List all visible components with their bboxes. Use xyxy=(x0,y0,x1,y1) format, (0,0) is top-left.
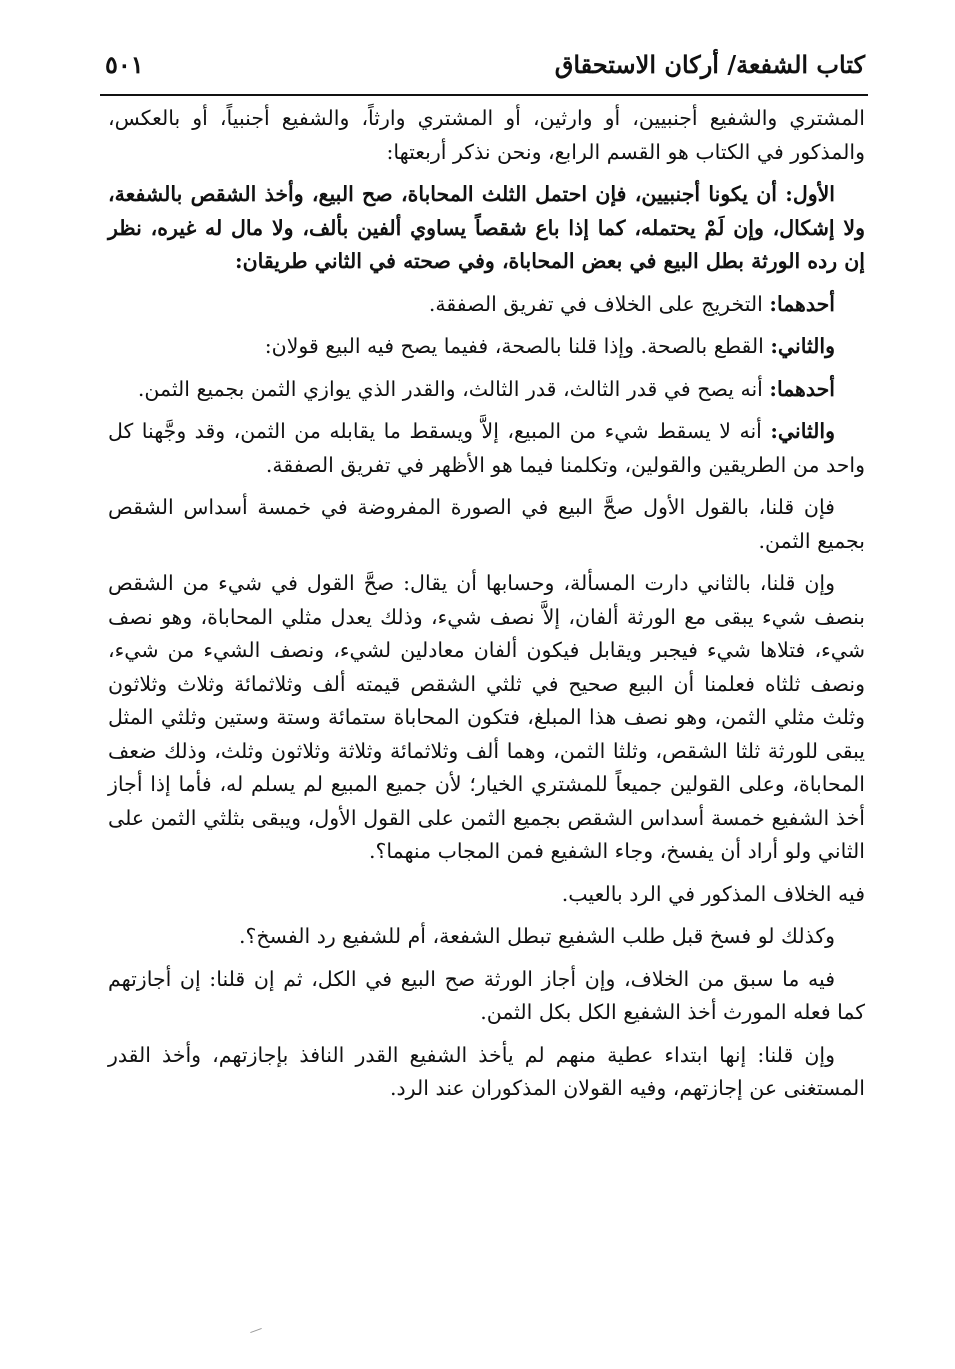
paragraph-text: أن يكونا أجنبيين، فإن احتمل الثلث المحاباة، صح البيع، وأخذ الشقص بالشفعة، ولا إشكال، وإن لَمْ يحتمله، كما إذا باع شقصاً يساوي ألفين بألف، ولا مال له غيره، نظر إن رده الورثة بطل البيع في بعض المحاباة، وفي صحته في الثاني طريقان: xyxy=(108,182,865,273)
paragraph xyxy=(108,1039,865,1106)
paragraph-text: وكذلك لو فسخ قبل طلب الشفيع تبطل الشفعة، أم للشفيع رد الفسخ؟. xyxy=(239,924,835,948)
paragraph xyxy=(108,373,865,407)
scan-mark xyxy=(250,1328,262,1333)
page-number: ٥٠١ xyxy=(105,50,144,79)
paragraph xyxy=(108,178,865,279)
running-header xyxy=(105,50,865,90)
body-text xyxy=(108,102,865,1115)
paragraph-lead: الأول: xyxy=(785,182,835,206)
paragraph-text: أنه يصح في قدر الثالث، قدر الثالث، والقدر الذي يوازي الثمن بجميع الثمن. xyxy=(137,376,763,401)
paragraph-lead: أحدهما: xyxy=(769,376,835,401)
paragraph-text: وإن قلنا: إنها ابتداء عطية منهم لم يأخذ الشفيع القدر النافذ بإجازتهم، وأخذ القدر المستغنى عن إجازتهم، وفيه القولان المذكوران عند الرد. xyxy=(108,1042,865,1100)
paragraph xyxy=(108,878,865,912)
paragraph-text: فيه الخلاف المذكور في الرد بالعيب. xyxy=(561,881,865,906)
paragraph-text: أنه لا يسقط شيء من المبيع، إلاَّ ويسقط ما يقابله من الثمن، وقد وجَّهنا كل واحد من الطريقين والقولين، وتكلمنا فيما هو الأظهر في تفريق الصفقة. xyxy=(108,419,865,477)
paragraph xyxy=(108,491,865,558)
paragraph xyxy=(108,415,865,482)
paragraph xyxy=(108,288,865,322)
paragraph-lead: والثاني: xyxy=(770,419,835,443)
paragraph-text: وإن قلنا، بالثاني دارت المسألة، وحسابها أن يقال: صحَّ القول في شيء من الشقص بنصف شيء يبقى مع الورثة ألفان، إلاَّ نصف شيء، وذلك يعدل مثلي المحاباة، وهو نصف شيء، فتلاها شيء فيجبر ويقابل فيكون ألفان معادلين لشيء، ونصف الشيء من شيء، ونصف ثلثاه فعلمنا أن البيع صحيح في ثلثي الشقص قيمته ألف وثلاثمائة وثلاث وثلاثون وثلث مثلي الثمن، وهو نصف هذا المبلغ، فتكون المحاباة ستمائة وستة وستين وثلثي المثل يبقى للورثة ثلثا الشقص، وثلثا الثمن، وهما ألف وثلاثمائة وثلاثة وثلاثون وثلث، وذلك ضعف المحاباة، وعلى القولين جميعاً للمشتري الخيار؛ لأن جميع المبيع لم يسلم له، فأما إذا أجاز أخذ الشفيع خمسة أسداس الشقص بجميع الثمن على القول الأول، ويبقى بثلثي الثمن على الثاني ولو أراد أن يفسخ، وجاء الشفيع فمن المجاب منهما؟. xyxy=(108,571,865,863)
paragraph-text: المشتري والشفيع أجنبيين، أو وارثين، أو المشتري وارثاً، والشفيع أجنبياً، أو بالعكس، والمذكور في الكتاب هو القسم الرابع، ونحن نذكر أربعتها: xyxy=(108,106,865,164)
paragraph-text: التخريج على الخلاف في تفريق الصفقة. xyxy=(428,291,763,316)
header-rule xyxy=(100,94,868,96)
paragraph-text: فإن قلنا، بالقول الأول صحَّ البيع في الصورة المفروضة في خمسة أسداس الشقص بجميع الثمن. xyxy=(108,495,865,553)
paragraph xyxy=(108,102,865,169)
paragraph xyxy=(108,920,865,954)
paragraph xyxy=(108,330,865,364)
paragraph-lead: والثاني: xyxy=(770,334,835,358)
paragraph xyxy=(108,963,865,1030)
paragraph xyxy=(108,567,865,869)
paragraph-text: فيه ما سبق من الخلاف، وإن أجاز الورثة صح البيع في الكل، ثم إن قلنا: إن أجازتهم كما فعله المورث أخذ الشفيع الكل بكل الثمن. xyxy=(108,966,865,1024)
paragraph-text: القطع بالصحة. وإذا قلنا بالصحة، ففيما يصح فيه البيع قولان: xyxy=(264,334,764,358)
paragraph-lead: أحدهما: xyxy=(769,291,835,316)
header-title: كتاب الشفعة/ أركان الاستحقاق xyxy=(554,50,865,79)
